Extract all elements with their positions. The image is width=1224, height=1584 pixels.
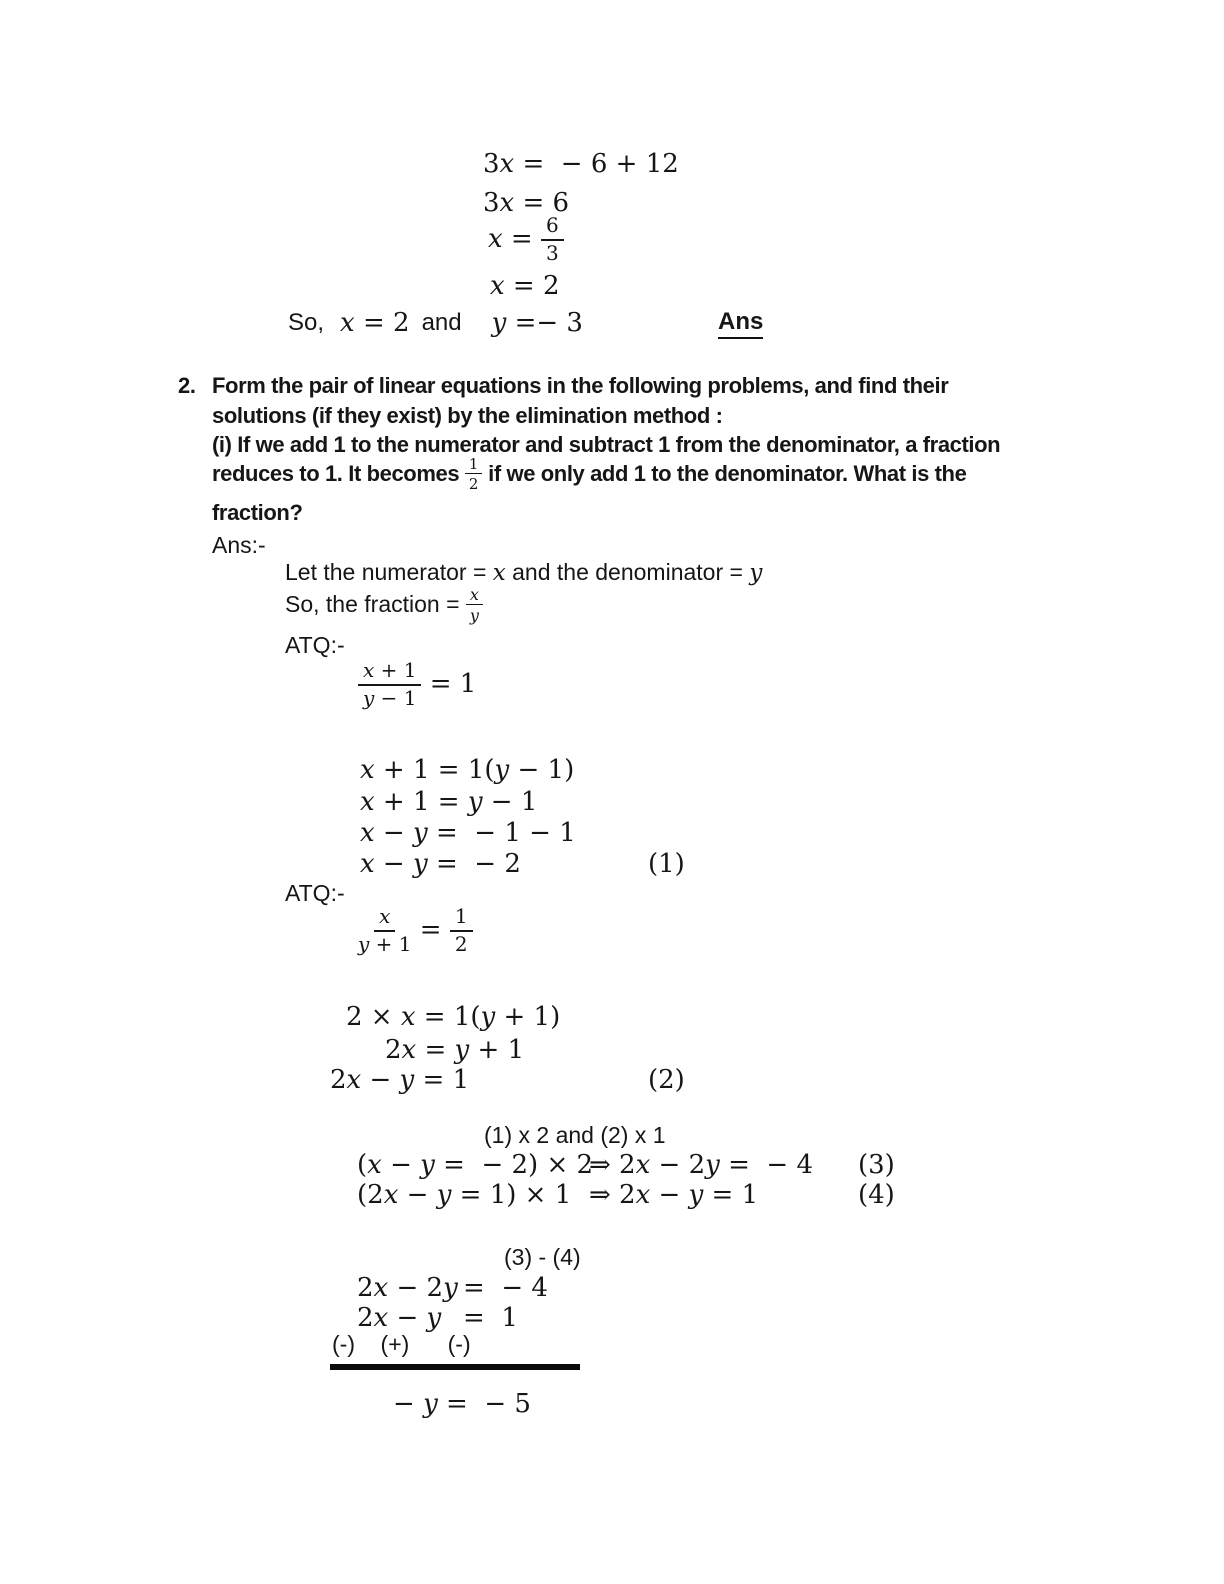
operation-label: (1) x 2 and (2) x 1 bbox=[484, 1122, 666, 1148]
fraction bbox=[541, 215, 564, 264]
fraction-denominator: 2 bbox=[454, 931, 468, 956]
fraction-definition-line bbox=[285, 586, 483, 625]
fraction bbox=[358, 660, 421, 709]
equation-line-with-fraction bbox=[358, 660, 476, 709]
fraction-numerator: 1 bbox=[450, 906, 473, 932]
multiplied-equation-line bbox=[357, 1151, 813, 1180]
question-text-part: reduces to 1. It becomes bbox=[212, 460, 465, 486]
question-text-line: Form the pair of linear equations in the following problems, and find their bbox=[212, 373, 949, 398]
sign-change-row: (-) (+) (-) bbox=[332, 1331, 471, 1357]
equation-line: x + 1 = 1(y − 1) bbox=[360, 755, 575, 785]
equation-line: 3x = − 6 + 12 bbox=[483, 149, 679, 179]
fraction-denominator: y bbox=[469, 606, 479, 626]
fraction-numerator: 1 bbox=[465, 456, 483, 474]
equation-rhs: = − 4 bbox=[463, 1273, 548, 1303]
equation-rhs: = 1 bbox=[463, 1303, 518, 1333]
one-half-fraction bbox=[450, 906, 473, 955]
fraction-denominator: y − 1 bbox=[362, 685, 417, 710]
equation-lhs: 2x − y bbox=[357, 1303, 442, 1333]
equation-lhs: (2x − y = 1) × 1 bbox=[357, 1180, 572, 1210]
fraction-numerator: 6 bbox=[541, 215, 564, 241]
equation-line: x − y = − 2 bbox=[360, 849, 521, 879]
answer-label: Ans bbox=[718, 309, 763, 339]
atq-heading: ATQ:- bbox=[285, 880, 345, 906]
fraction-denominator: y + 1 bbox=[358, 931, 412, 956]
fraction-denominator: 2 bbox=[468, 475, 479, 494]
equation-reference: (1) bbox=[648, 849, 685, 879]
equation-reference: (2) bbox=[648, 1065, 685, 1095]
question-text-line: fraction? bbox=[212, 500, 303, 525]
fraction-numerator: x + 1 bbox=[358, 660, 421, 686]
and-label: and bbox=[421, 309, 462, 337]
conclusion-line bbox=[288, 309, 583, 338]
equation-line: x = 2 bbox=[490, 271, 560, 301]
equation-line-with-fraction bbox=[358, 906, 473, 955]
equation-line-with-fraction bbox=[488, 215, 564, 264]
question-text-line: solutions (if they exist) by the elimination method : bbox=[212, 403, 723, 428]
x-over-y-fraction bbox=[466, 586, 483, 625]
equation-line: x + 1 = y − 1 bbox=[360, 787, 538, 817]
equation-reference: (4) bbox=[858, 1180, 895, 1210]
equals-sign: = bbox=[411, 915, 450, 946]
assumption-line: Let the numerator = x and the denominator = y bbox=[285, 559, 763, 586]
one-half-fraction bbox=[465, 456, 483, 492]
subtraction-row bbox=[357, 1274, 548, 1303]
equation-rhs: ⇒ 2x − 2y = − 4 bbox=[589, 1150, 813, 1180]
subtraction-row bbox=[357, 1304, 518, 1333]
equation-lhs: x = bbox=[488, 224, 541, 255]
equation-lhs: (x − y = − 2) × 2 bbox=[357, 1150, 594, 1180]
operation-label: (3) - (4) bbox=[504, 1244, 581, 1270]
equation-line: x − y = − 1 − 1 bbox=[360, 818, 576, 848]
equation-line: 2x = y + 1 bbox=[385, 1035, 525, 1065]
result-equation: − y = − 5 bbox=[393, 1389, 531, 1419]
question-text-part: if we only add 1 to the denominator. What is the bbox=[482, 460, 967, 486]
fraction-definition-text: So, the fraction = bbox=[285, 591, 466, 618]
fraction bbox=[358, 906, 412, 955]
y-value: y =− 3 bbox=[491, 308, 583, 338]
atq-heading: ATQ:- bbox=[285, 632, 345, 658]
question-number: 2. bbox=[178, 373, 196, 398]
answer-heading: Ans:- bbox=[212, 532, 266, 558]
question-text-line: (i) If we add 1 to the numerator and subtract 1 from the denominator, a fraction bbox=[212, 432, 1001, 457]
equation-line: 3x = 6 bbox=[483, 188, 570, 218]
fraction-denominator: 3 bbox=[546, 240, 559, 265]
conclusion-label: So, bbox=[288, 309, 325, 337]
question-text-line-with-fraction bbox=[212, 456, 966, 492]
equation-rhs: ⇒ 2x − y = 1 bbox=[589, 1180, 759, 1210]
equation-line: 2x − y = 1 bbox=[330, 1065, 470, 1095]
multiplied-equation-line bbox=[357, 1181, 758, 1210]
fraction-numerator: x bbox=[466, 586, 483, 605]
fraction-numerator: x bbox=[374, 906, 395, 932]
equation-line: 2 × x = 1(y + 1) bbox=[346, 1002, 561, 1032]
equation-rhs: = 1 bbox=[421, 669, 477, 700]
equation-lhs: 2x − 2y bbox=[357, 1273, 458, 1303]
equation-reference: (3) bbox=[858, 1150, 895, 1180]
x-value: x = 2 bbox=[340, 308, 410, 338]
subtraction-rule-line bbox=[330, 1364, 580, 1370]
